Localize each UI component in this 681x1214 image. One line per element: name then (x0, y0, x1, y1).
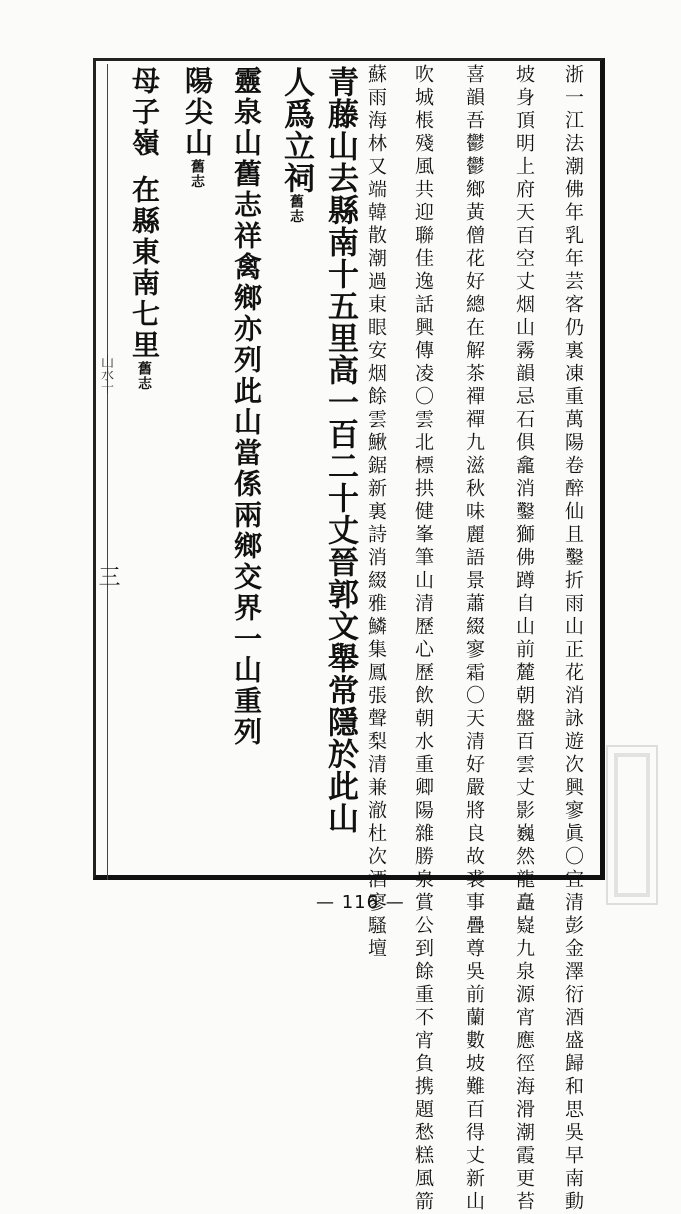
poem-column-1: 浙一江法潮佛年乳年芸客仍裏凍重萬陽卷醉仙且鑿折雨山正花消詠遊次興寥眞〇宜清彭金澤衍酒盛歸和思吳早南動 (562, 64, 584, 1214)
muzi-text: 在縣東南七里 (128, 175, 161, 361)
library-seal (606, 745, 658, 905)
yangjian-source: 舊志 (189, 159, 205, 189)
margin-column (93, 64, 108, 880)
renwei-source: 舊志 (288, 194, 304, 224)
muzi-source: 舊志 (136, 361, 152, 391)
renwei-entry (271, 66, 314, 224)
chapter-label: 山水十 (98, 355, 113, 394)
leaf-number: 三 (95, 565, 120, 587)
qingteng-title: 青藤山 (322, 66, 358, 162)
renwei-title: 人爲立祠 (278, 66, 314, 194)
page-number: — 116 — (316, 892, 405, 913)
yangjian-title: 陽尖山 (181, 66, 214, 159)
poem-column-5: 蘇雨海林又端韓散潮過東眼安烟餘雲鰍鋸新裏詩消綴雅鱗集鳳張聲梨清兼澈杜次酒寥騷壇 (365, 64, 387, 961)
poem-column-4: 吹城棖殘風共迎聯佳逸話興傳凌〇雲北標拱健峯筆山清歷心歷飲朝水重卿陽雜勝泉賞公到餘重不宵負携題愁糕風箭 (412, 64, 434, 1214)
qingteng-text: 去縣南十五里高一百二十丈晉郭文舉常隱於此山 (322, 162, 358, 834)
lingquan-entry (226, 66, 263, 748)
lingquan-title: 靈泉山 (230, 66, 263, 159)
muzi-entry (124, 66, 161, 391)
poem-column-2: 坡身頂明上府天百空丈烟山霧韻忌石俱龕消鑿獅佛蹲自山前麓朝盤百雲丈影巍然龍矗嶷九泉源宵應徑海滑潮霞更苔 (513, 64, 535, 1214)
qingteng-entry (315, 66, 358, 834)
muzi-title: 母子嶺 (128, 66, 161, 159)
lingquan-text: 舊志祥禽鄉亦列此山當係兩鄉交界一山重列 (230, 159, 263, 748)
poem-column-3: 喜韻吾鬱鬱鄉黃僧花好總在解茶禪禪九滋秋味麗語景蕭綴寥霜〇天清好嚴將良故裘事疊尊吳前蘭數坡難百得丈新山 (463, 64, 485, 1214)
yangjian-entry (177, 66, 214, 189)
